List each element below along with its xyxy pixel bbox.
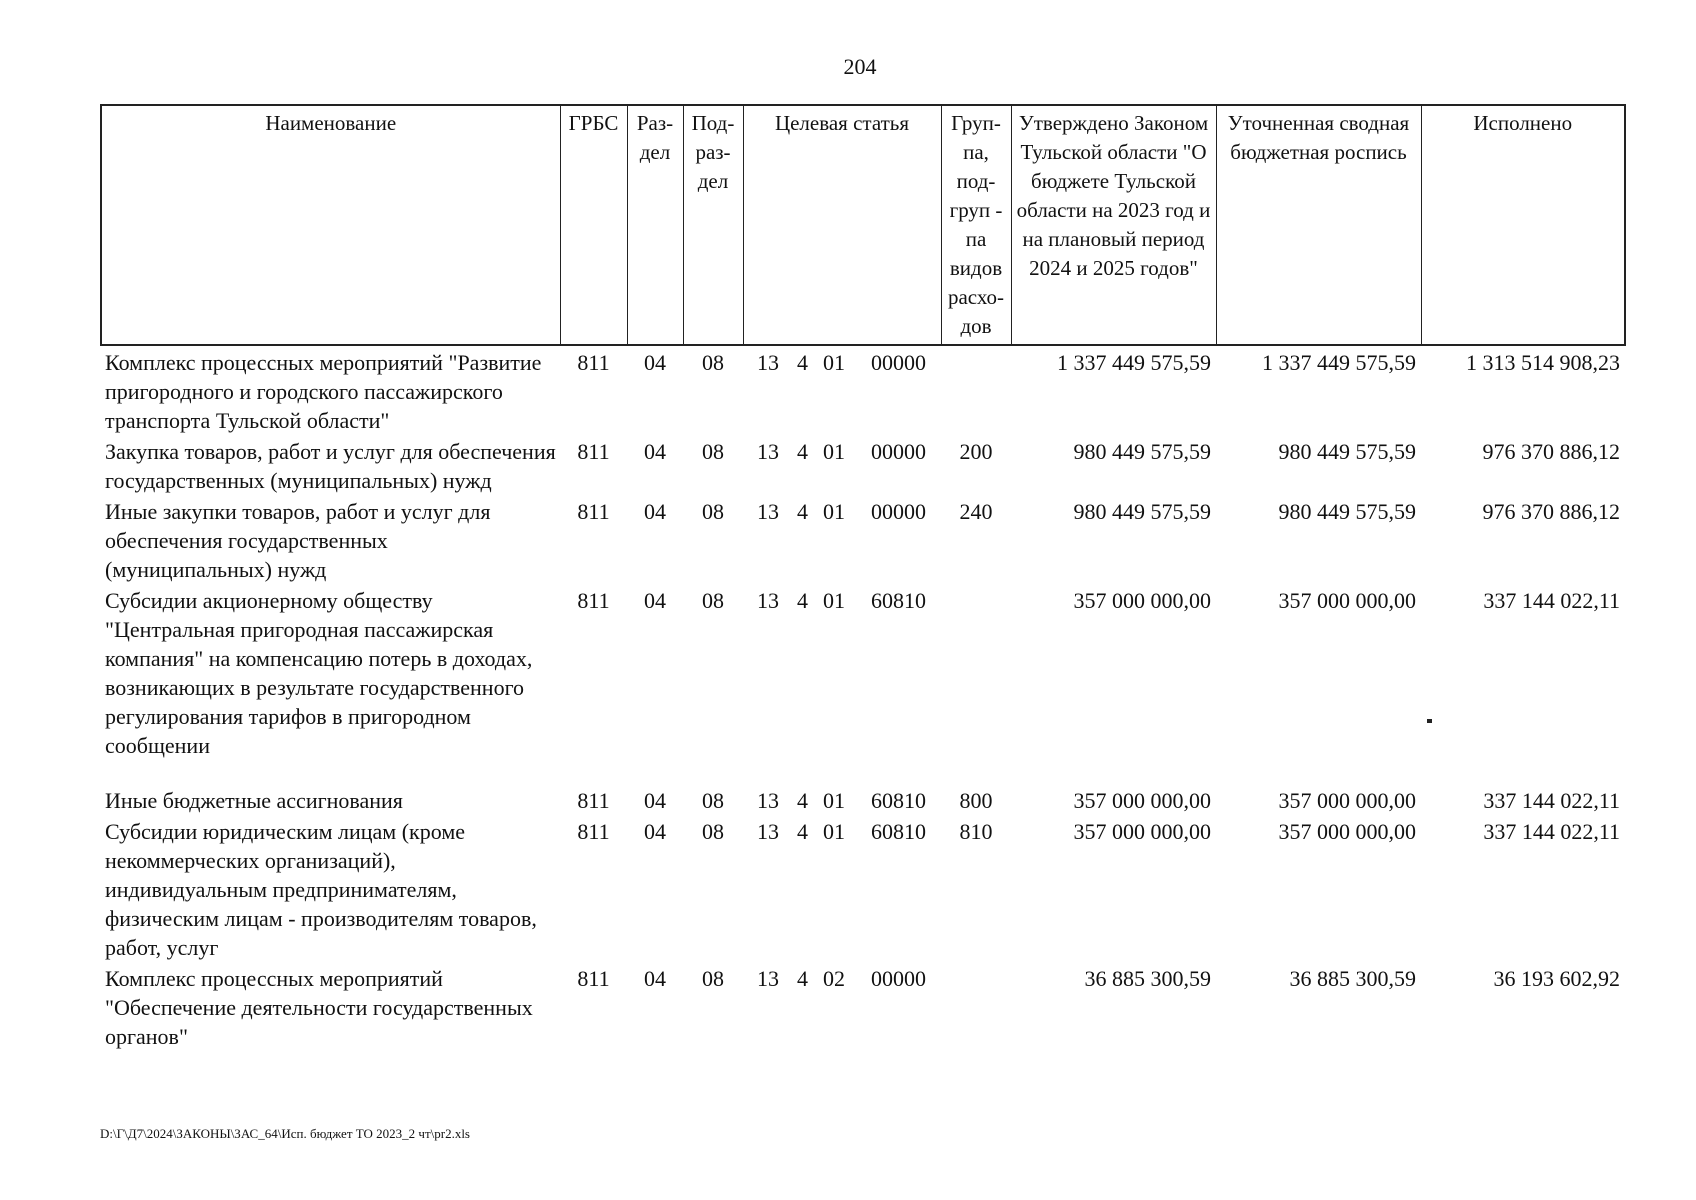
table-row [101, 435, 1625, 495]
row-vid [941, 345, 1011, 435]
row-podrazdel: 08 [702, 588, 724, 613]
row-name: Субсидии юридическим лицам (кроме некоммерческих организаций), индивидуальным предпринимателям, физическим лицам - производителям товаров, работ, услуг [105, 819, 537, 960]
row-vid [941, 962, 1011, 1051]
row-vid: 800 [959, 788, 993, 813]
row-razdel: 04 [644, 588, 666, 613]
header-approved: Утверждено Законом Тульской области "О бюджете Тульской области на 2023 год и на плановый период 2024 и 2025 годов" [1011, 105, 1216, 345]
row-refined: 357 000 000,00 [1278, 819, 1416, 844]
row-podrazdel: 08 [702, 966, 724, 991]
header-target-article: Целевая статья [743, 105, 941, 345]
scan-artifact-dot [1427, 719, 1432, 723]
row-grbs: 811 [577, 499, 610, 524]
row-podrazdel: 08 [702, 439, 724, 464]
header-refined: Уточненная сводная бюджетная роспись [1216, 105, 1421, 345]
row-refined: 357 000 000,00 [1278, 588, 1416, 613]
table-row [101, 584, 1625, 760]
row-name: Комплекс процессных мероприятий "Развитие пригородного и городского пассажирского транспорта Тульской области" [105, 350, 542, 433]
row-grbs: 811 [577, 788, 610, 813]
table-row [101, 815, 1625, 962]
header-grbs: ГРБС [560, 105, 627, 345]
table-row [101, 784, 1625, 815]
row-name: Комплекс процессных мероприятий "Обеспечение деятельности государственных органов" [105, 966, 533, 1049]
row-razdel: 04 [644, 966, 666, 991]
row-grbs: 811 [577, 966, 610, 991]
row-target-article: 13 4 01 00000 [757, 499, 926, 524]
row-grbs: 811 [577, 439, 610, 464]
row-grbs: 811 [577, 588, 610, 613]
row-approved: 1 337 449 575,59 [1057, 350, 1211, 375]
row-podrazdel: 08 [702, 788, 724, 813]
spacer-cell [101, 760, 1625, 784]
spacer-row [101, 760, 1625, 784]
row-name: Иные бюджетные ассигнования [105, 788, 403, 813]
row-name: Иные закупки товаров, работ и услуг для обеспечения государственных (муниципальных) нужд [105, 499, 491, 582]
table-body [101, 345, 1625, 1051]
row-podrazdel: 08 [702, 350, 724, 375]
header-podrazdel: Под-раз-дел [683, 105, 743, 345]
row-vid [941, 584, 1011, 760]
row-executed: 337 144 022,11 [1483, 819, 1620, 844]
row-refined: 980 449 575,59 [1278, 499, 1416, 524]
row-target-article: 13 4 01 60810 [757, 819, 926, 844]
row-refined: 1 337 449 575,59 [1262, 350, 1416, 375]
row-target-article: 13 4 01 00000 [757, 439, 926, 464]
row-executed: 976 370 886,12 [1482, 499, 1620, 524]
row-vid: 240 [959, 499, 993, 524]
table-row [101, 495, 1625, 584]
header-vid-raskhodov: Груп-па, под-груп - па видов расхо-дов [941, 105, 1011, 345]
footer-file-path: D:\Г\Д7\2024\ЗАКОНЫ\ЗАС_64\Исп. бюджет ТО 2023_2 чт\pr2.xls [100, 1126, 470, 1141]
row-approved: 980 449 575,59 [1073, 499, 1211, 524]
row-approved: 36 885 300,59 [1084, 966, 1211, 991]
row-razdel: 04 [644, 499, 666, 524]
page-number: 204 [843, 54, 877, 79]
row-vid: 810 [959, 819, 993, 844]
row-refined: 36 885 300,59 [1289, 966, 1416, 991]
row-vid: 200 [959, 439, 993, 464]
row-executed: 36 193 602,92 [1493, 966, 1620, 991]
row-executed: 337 144 022,11 [1483, 788, 1620, 813]
row-approved: 357 000 000,00 [1073, 788, 1211, 813]
row-executed: 337 144 022,11 [1483, 588, 1620, 613]
row-target-article: 13 4 02 00000 [757, 966, 926, 991]
row-podrazdel: 08 [702, 819, 724, 844]
table-row [101, 962, 1625, 1051]
row-razdel: 04 [644, 439, 666, 464]
row-grbs: 811 [577, 350, 610, 375]
table-row [101, 345, 1625, 435]
row-name: Субсидии акционерному обществу "Центральная пригородная пассажирская компания" на компенсацию потерь в доходах, возникающих в результате государственного регулирования тарифов в пригородном сообщении [105, 588, 533, 758]
row-target-article: 13 4 01 60810 [757, 788, 926, 813]
row-refined: 980 449 575,59 [1278, 439, 1416, 464]
row-target-article: 13 4 01 00000 [757, 350, 926, 375]
row-approved: 357 000 000,00 [1073, 588, 1211, 613]
row-target-article: 13 4 01 60810 [757, 588, 926, 613]
row-refined: 357 000 000,00 [1278, 788, 1416, 813]
table-header [101, 105, 1625, 345]
budget-table [100, 104, 1626, 1051]
header-razdel: Раз-дел [627, 105, 683, 345]
row-podrazdel: 08 [702, 499, 724, 524]
row-razdel: 04 [644, 819, 666, 844]
header-name: Наименование [101, 105, 560, 345]
row-razdel: 04 [644, 788, 666, 813]
row-approved: 357 000 000,00 [1073, 819, 1211, 844]
row-grbs: 811 [577, 819, 610, 844]
row-approved: 980 449 575,59 [1073, 439, 1211, 464]
row-executed: 1 313 514 908,23 [1466, 350, 1620, 375]
row-razdel: 04 [644, 350, 666, 375]
header-executed: Исполнено [1421, 105, 1625, 345]
row-name: Закупка товаров, работ и услуг для обеспечения государственных (муниципальных) нужд [105, 439, 556, 493]
row-executed: 976 370 886,12 [1482, 439, 1620, 464]
